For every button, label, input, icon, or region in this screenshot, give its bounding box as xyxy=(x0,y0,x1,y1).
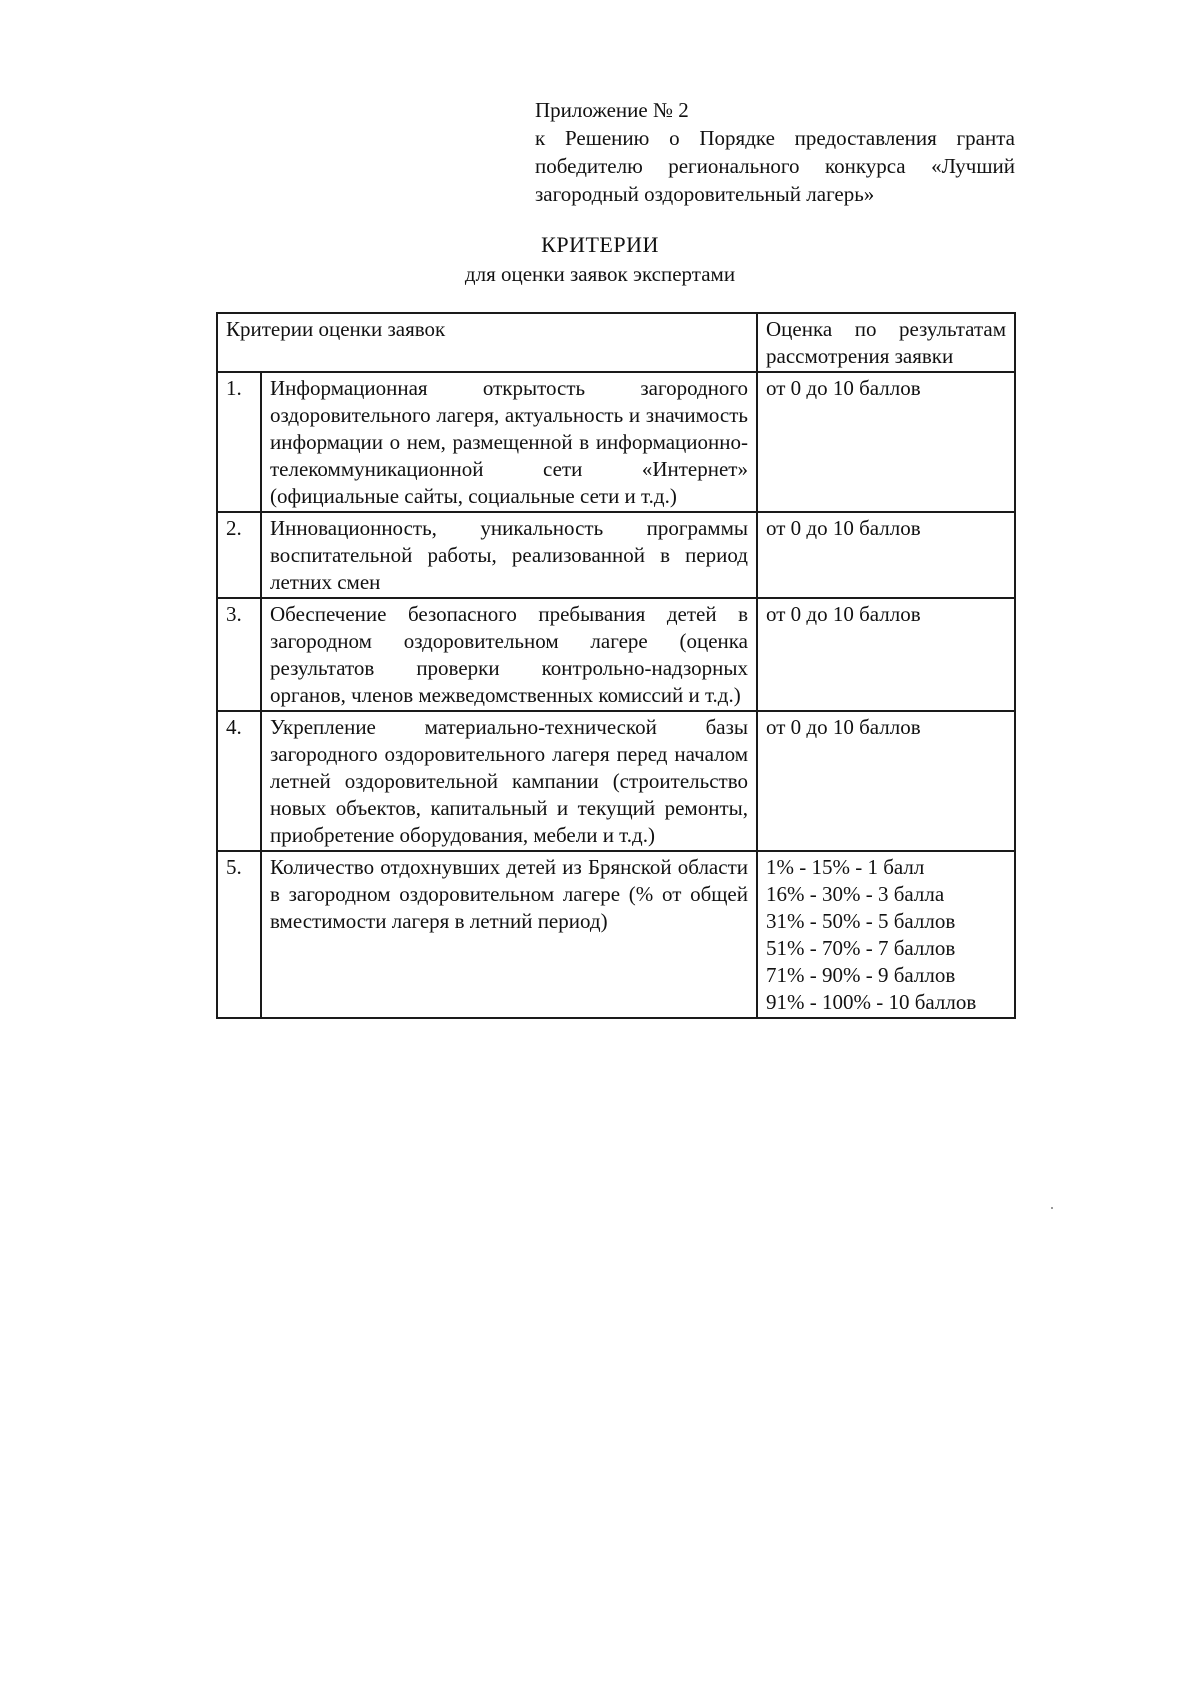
table-header-row xyxy=(217,313,1015,372)
row-number: 4. xyxy=(217,711,261,851)
criterion-score xyxy=(757,598,1015,711)
score-line: 71% - 90% - 9 баллов xyxy=(766,963,956,987)
criterion-score xyxy=(757,851,1015,1018)
score-line: от 0 до 10 баллов xyxy=(766,602,921,626)
criterion-text: Информационная открытость загородного оздоровительного лагеря, актуальность и значимость информации о нем, размещенной в информационно-телекоммуникационной сети «Интернет» (официальные сайты, социальные сети и т.д.) xyxy=(261,372,757,512)
document-title: КРИТЕРИИ xyxy=(541,232,659,257)
criterion-score xyxy=(757,711,1015,851)
header-criteria: Критерии оценки заявок xyxy=(217,313,757,372)
annex-reference-line-1: к Решению о Порядке предоставления гранта xyxy=(535,126,1015,150)
score-line: 51% - 70% - 7 баллов xyxy=(766,936,956,960)
criterion-text: Количество отдохнувших детей из Брянской области в загородном оздоровительном лагере (% от общей вместимости лагеря в летний период) xyxy=(261,851,757,1018)
row-number: 1. xyxy=(217,372,261,512)
table-row xyxy=(217,598,1015,711)
criterion-text: Инновационность, уникальность программы воспитательной работы, реализованной в период летних смен xyxy=(261,512,757,598)
annex-reference-line-3: загородный оздоровительный лагерь» xyxy=(535,182,875,206)
table-row xyxy=(217,372,1015,512)
header-score: Оценка по результатам рассмотрения заявки xyxy=(757,313,1015,372)
annex-number: Приложение № 2 xyxy=(535,98,689,122)
annex-reference-line-2: победителю регионального конкурса «Лучший xyxy=(535,154,1015,178)
score-line: от 0 до 10 баллов xyxy=(766,376,921,400)
score-line: 91% - 100% - 10 баллов xyxy=(766,990,977,1014)
criterion-score xyxy=(757,372,1015,512)
scan-speck xyxy=(1051,1207,1053,1209)
table-row xyxy=(217,851,1015,1018)
score-line: от 0 до 10 баллов xyxy=(766,516,921,540)
document-subtitle: для оценки заявок экспертами xyxy=(464,262,736,286)
row-number: 3. xyxy=(217,598,261,711)
table-row xyxy=(217,711,1015,851)
table-row xyxy=(217,512,1015,598)
score-line: 1% - 15% - 1 балл xyxy=(766,855,925,879)
criterion-text: Укрепление материально-технической базы загородного оздоровительного лагеря перед началом летней оздоровительной кампании (строительство новых объектов, капитальный и текущий ремонты, приобретение оборудования, мебели и т.д.) xyxy=(261,711,757,851)
row-number: 5. xyxy=(217,851,261,1018)
row-number: 2. xyxy=(217,512,261,598)
score-line: от 0 до 10 баллов xyxy=(766,715,921,739)
score-line: 31% - 50% - 5 баллов xyxy=(766,909,956,933)
criteria-table xyxy=(216,312,1016,1019)
score-line: 16% - 30% - 3 балла xyxy=(766,882,945,906)
annex-header xyxy=(535,96,1015,208)
criterion-text: Обеспечение безопасного пребывания детей в загородном оздоровительном лагере (оценка результатов проверки контрольно-надзорных органов, членов межведомственных комиссий и т.д.) xyxy=(261,598,757,711)
criterion-score xyxy=(757,512,1015,598)
